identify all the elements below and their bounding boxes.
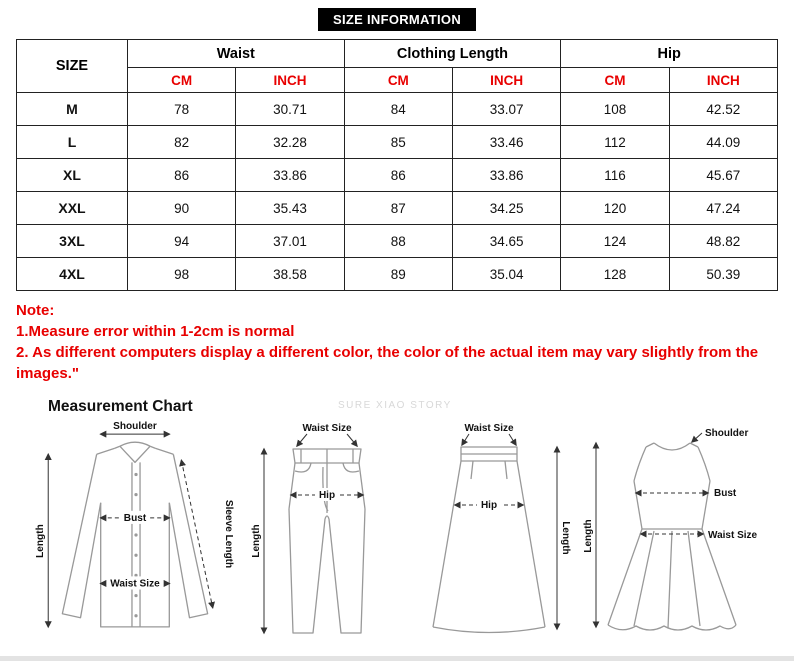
value-cell: 47.24 [669,192,777,225]
dress-shoulder-label: Shoulder [704,428,749,439]
value-cell: 90 [128,192,236,225]
table-row [17,225,778,258]
note-line-2: 2. As different computers display a different color, the color of the actual item may vary slightly from the images." [16,344,759,382]
table-row [17,258,778,291]
value-cell: 34.25 [452,192,560,225]
dress-waist-size-label: Waist Size [707,530,758,541]
value-cell: 35.43 [236,192,344,225]
unit-cm-header: CM [561,68,669,93]
value-cell: 48.82 [669,225,777,258]
shirt-bust-label: Bust [123,512,147,524]
skirt-figure [411,420,571,644]
value-cell: 116 [561,159,669,192]
size-column-header: SIZE [17,40,128,93]
unit-inch-header: INCH [236,68,344,93]
value-cell: 128 [561,258,669,291]
value-cell: 84 [344,93,452,126]
value-cell: 50.39 [669,258,777,291]
unit-inch-header: INCH [669,68,777,93]
size-table [16,39,778,291]
hip-group-header: Hip [561,40,778,68]
page-title-text: SIZE INFORMATION [332,12,462,27]
shirt-waist-size-label: Waist Size [110,578,160,590]
value-cell: 78 [128,93,236,126]
value-cell: 120 [561,192,669,225]
value-cell: 37.01 [236,225,344,258]
skirt-hip-label: Hip [481,500,498,511]
table-row [17,93,778,126]
value-cell: 30.71 [236,93,344,126]
unit-header-row [17,68,778,93]
value-cell: 32.28 [236,126,344,159]
size-cell: L [17,126,128,159]
waist-group-header: Waist [128,40,345,68]
table-row [17,126,778,159]
value-cell: 112 [561,126,669,159]
skirt-length-label: Length [560,521,572,555]
size-cell: 4XL [17,258,128,291]
page-title [318,8,476,31]
table-header-row [17,40,778,68]
shirt-length-label: Length [35,524,47,558]
table-row [17,192,778,225]
pants-length-label: Length [250,524,262,558]
dress-measure-lines [596,433,708,627]
shirt-buttons [134,473,137,617]
value-cell: 87 [344,192,452,225]
watermark-text: SURE XIAO STORY [338,400,452,411]
shirt-shoulder-label: Shoulder [113,421,157,433]
dress-figure [584,420,764,644]
table-row [17,159,778,192]
value-cell: 108 [561,93,669,126]
clothing-length-group-header: Clothing Length [344,40,561,68]
skirt-measure-lines [455,434,557,629]
value-cell: 89 [344,258,452,291]
pants-measure-lines [264,434,363,633]
value-cell: 44.09 [669,126,777,159]
dress-length-label: Length [582,519,594,553]
value-cell: 124 [561,225,669,258]
size-cell: M [17,93,128,126]
value-cell: 86 [344,159,452,192]
value-cell: 86 [128,159,236,192]
bottom-divider [0,656,794,661]
dress-bust-label: Bust [713,488,737,499]
shirt-measure-lines [48,434,212,627]
value-cell: 42.52 [669,93,777,126]
size-cell: 3XL [17,225,128,258]
size-cell: XXL [17,192,128,225]
value-cell: 88 [344,225,452,258]
value-cell: 82 [128,126,236,159]
unit-inch-header: INCH [452,68,560,93]
measurement-chart-title: Measurement Chart [48,398,193,415]
value-cell: 34.65 [452,225,560,258]
notes-section [16,300,778,384]
size-cell: XL [17,159,128,192]
skirt-waist-size-label: Waist Size [464,423,514,434]
value-cell: 85 [344,126,452,159]
shirt-figure [34,420,236,644]
shirt-sleeve-length-label: Sleeve Length [222,499,234,569]
pants-figure [249,420,399,644]
value-cell: 33.07 [452,93,560,126]
pants-outline [289,449,365,633]
value-cell: 33.46 [452,126,560,159]
unit-cm-header: CM [344,68,452,93]
pants-waist-size-label: Waist Size [302,423,352,434]
value-cell: 38.58 [236,258,344,291]
measurement-figures [0,416,794,644]
value-cell: 33.86 [452,159,560,192]
unit-cm-header: CM [128,68,236,93]
skirt-outline [433,447,545,633]
value-cell: 98 [128,258,236,291]
value-cell: 94 [128,225,236,258]
note-line-1: 1.Measure error within 1-2cm is normal [16,323,295,340]
value-cell: 45.67 [669,159,777,192]
pants-hip-label: Hip [318,490,335,501]
value-cell: 33.86 [236,159,344,192]
notes-title: Note: [16,302,55,319]
value-cell: 35.04 [452,258,560,291]
